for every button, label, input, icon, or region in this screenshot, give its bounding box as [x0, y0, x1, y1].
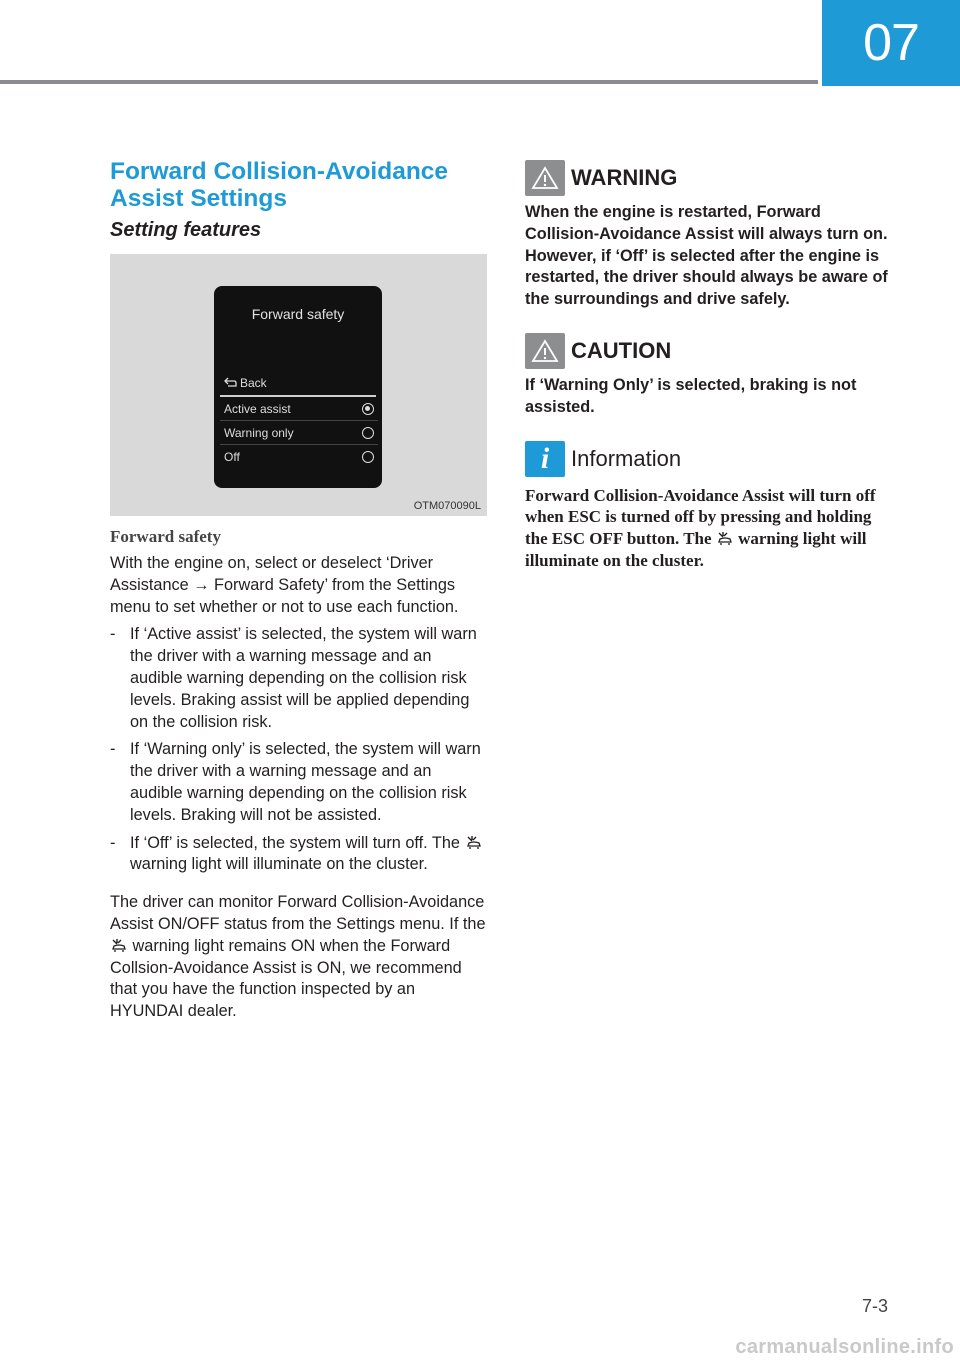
monitor-text-post: warning light remains ON when the Forward Collsion-Avoidance Assist is ON, we recommend that you have the function inspected by an HYUNDAI dealer.: [110, 936, 462, 1021]
intro-paragraph: With the engine on, select or deselect ‘Driver Assistance → Forward Safety’ from the Settings menu to set whether or not to use each function.: [110, 554, 459, 616]
caution-body: If ‘Warning Only’ is selected, braking is not assisted.: [525, 375, 857, 416]
monitor-text-pre: The driver can monitor Forward Collision-Avoidance Assist ON/OFF status from the Settings menu. If the: [110, 893, 486, 933]
bullet-dash: -: [110, 625, 116, 644]
caution-header: [525, 333, 895, 369]
bullet-warning-only: [110, 739, 488, 826]
figure-code: OTM070090L: [413, 500, 481, 512]
bullet-text-post: warning light will illuminate on the cluster.: [130, 855, 428, 874]
radio-empty-icon: [362, 427, 374, 439]
screen-option-warning-only: [224, 426, 374, 440]
section-title-line-1: Forward Collision-Avoidance: [110, 158, 449, 185]
option-bullets: [110, 624, 488, 876]
info-text-pre: Forward Collision-Avoidance Assist will turn off when ESC is turned off by pressing and holding the ESC OFF button. The: [525, 485, 876, 549]
option-label: Active assist: [224, 402, 291, 416]
caution-note: [525, 333, 895, 419]
warning-triangle-icon: [525, 333, 565, 369]
information-title: Information: [571, 445, 682, 471]
information-header: [525, 441, 895, 477]
info-text-post: warning light will illuminate on the cluster.: [525, 529, 867, 570]
warning-note: [525, 160, 895, 311]
page-number: 7-3: [861, 1296, 888, 1316]
option-label: Off: [224, 450, 240, 464]
screen-title: Forward safety: [251, 306, 345, 322]
bullet-active-assist: [110, 624, 488, 733]
chapter-tab: 07: [822, 0, 960, 86]
screen-separator: [220, 395, 376, 397]
bullet-text: If ‘Warning only’ is selected, the system will warn the driver with a warning message and an audible warning depending on the collision risk levels. Braking will not be assisted.: [130, 740, 481, 824]
warning-title: WARNING: [571, 165, 678, 190]
radio-empty-icon: [362, 451, 374, 463]
screen-option-off: [224, 450, 374, 464]
fca-warning-light-icon: [465, 835, 483, 851]
information-body: [525, 485, 895, 572]
info-i-icon: i: [525, 441, 565, 477]
left-column: [110, 158, 488, 1023]
screen-option-active-assist: [224, 402, 374, 416]
caution-title: CAUTION: [571, 337, 672, 363]
row-divider: [220, 444, 378, 445]
monitor-paragraph: [110, 892, 488, 1023]
radio-selected-icon: [362, 403, 374, 415]
bullet-dash: -: [110, 833, 116, 852]
header-rule: [0, 80, 818, 84]
forward-safety-heading: Forward safety: [110, 527, 221, 546]
watermark-link[interactable]: carmanualsonline.info: [735, 1336, 954, 1358]
bullet-dash: -: [110, 740, 116, 759]
screen-back-label: Back: [240, 376, 267, 390]
right-column: [525, 160, 895, 572]
information-note: [525, 441, 895, 572]
warning-body: When the engine is restarted, Forward Collision-Avoidance Assist will always turn on. However, if ‘Off’ is selected after the engine is restarted, the driver should always be aware of the surroundings and drive safely.: [525, 203, 888, 309]
warning-triangle-icon: [525, 160, 565, 196]
option-label: Warning only: [224, 426, 294, 440]
warning-header: [525, 160, 895, 196]
cluster-figure: [110, 254, 487, 516]
bullet-off: [110, 833, 488, 877]
bullet-text-pre: If ‘Off’ is selected, the system will turn off. The: [130, 833, 460, 852]
fca-warning-light-icon: [716, 531, 734, 547]
fca-warning-light-icon: [110, 938, 128, 954]
back-arrow-icon: [224, 376, 237, 390]
section-title: [110, 158, 488, 212]
sub-title: Setting features: [110, 219, 262, 241]
bullet-text: If ‘Active assist’ is selected, the system will warn the driver with a warning message and an audible warning depending on the collision risk levels. Braking assist will be applied depending on the collision risk.: [130, 625, 477, 731]
screen-back-item: [224, 376, 267, 390]
section-title-line-2: Assist Settings: [110, 185, 287, 212]
row-divider: [220, 420, 378, 421]
cluster-screen: [214, 286, 382, 488]
